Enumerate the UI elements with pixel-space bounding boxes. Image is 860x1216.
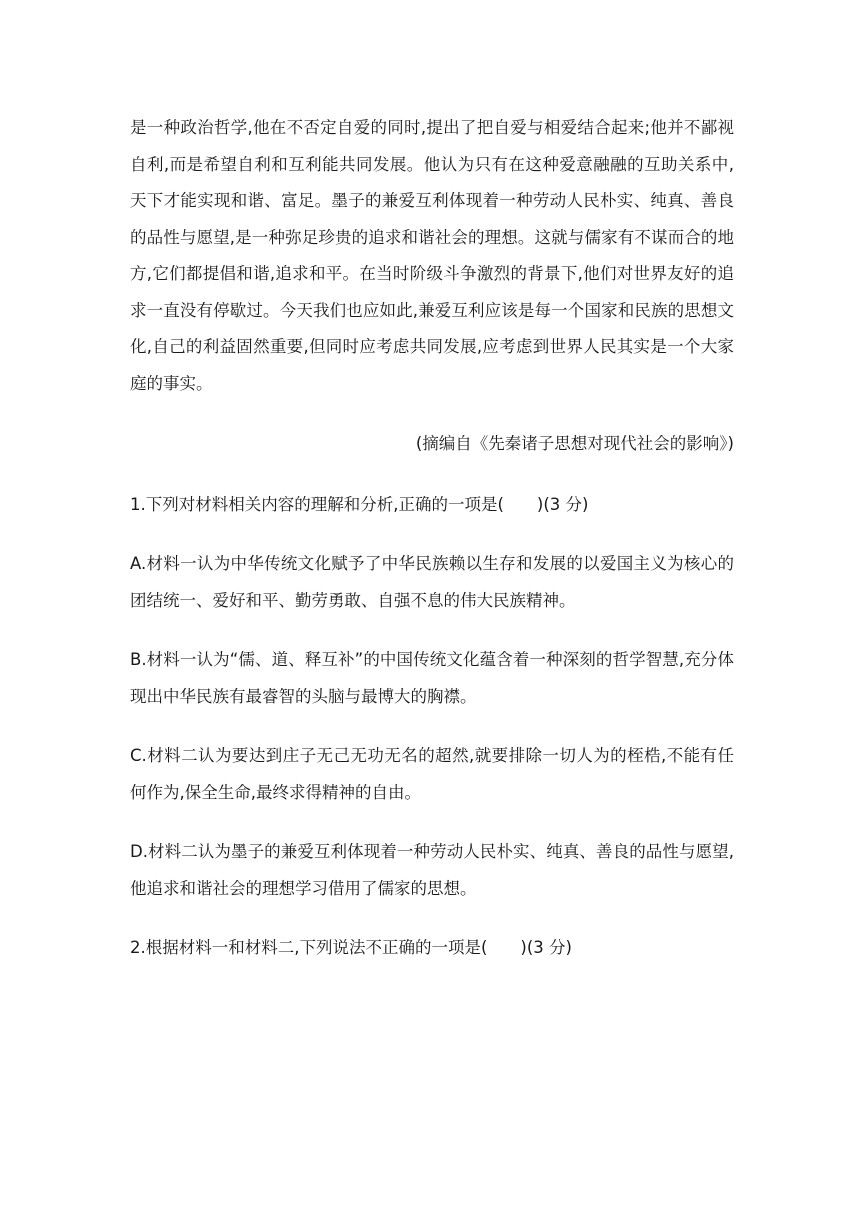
source-citation: (摘编自《先秦诸子思想对现代社会的影响》) — [415, 434, 734, 453]
question-1-stem: 1.下列对材料相关内容的理解和分析,正确的一项是( )(3 分) — [130, 494, 589, 514]
document-page — [130, 110, 734, 967]
question-1-option-a: A.材料一认为中华传统文化赋予了中华民族赖以生存和发展的以爱国主义为核心的团结统一、爱好和平、勤劳勇敢、自强不息的伟大民族精神。 — [130, 554, 734, 610]
question-1-option-d: D.材料二认为墨子的兼爱互利体现着一种劳动人民朴实、纯真、善良的品性与愿望,他追求和谐社会的理想学习借用了儒家的思想。 — [130, 842, 734, 898]
question-1-option-c: C.材料二认为要达到庄子无己无功无名的超然,就要排除一切人为的桎梏,不能有任何作为,保全生命,最终求得精神的自由。 — [130, 746, 734, 802]
question-2-stem: 2.根据材料一和材料二,下列说法不正确的一项是( )(3 分) — [130, 938, 572, 957]
passage-paragraph: 是一种政治哲学,他在不否定自爱的同时,提出了把自爱与相爱结合起来;他并不鄙视自利,而是希望自利和互利能共同发展。他认为只有在这种爱意融融的互助关系中,天下才能实现和谐、富足。墨子的兼爱互利体现着一种劳动人民朴实、纯真、善良的品性与愿望,是一种弥足珍贵的追求和谐社会的理想。这就与儒家有不谋而合的地方,它们都提倡和谐,追求和平。在当时阶级斗争激烈的背景下,他们对世界友好的追求一直没有停歇过。今天我们也应如此,兼爱互利应该是每一个国家和民族的思想文化,自己的利益固然重要,但同时应考虑共同发展,应考虑到世界人民其实是一个大家庭的事实。 — [130, 118, 734, 393]
question-1-option-b: B.材料一认为“儒、道、释互补”的中国传统文化蕴含着一种深刻的哲学智慧,充分体现出中华民族有最睿智的头脑与最博大的胸襟。 — [130, 650, 734, 706]
